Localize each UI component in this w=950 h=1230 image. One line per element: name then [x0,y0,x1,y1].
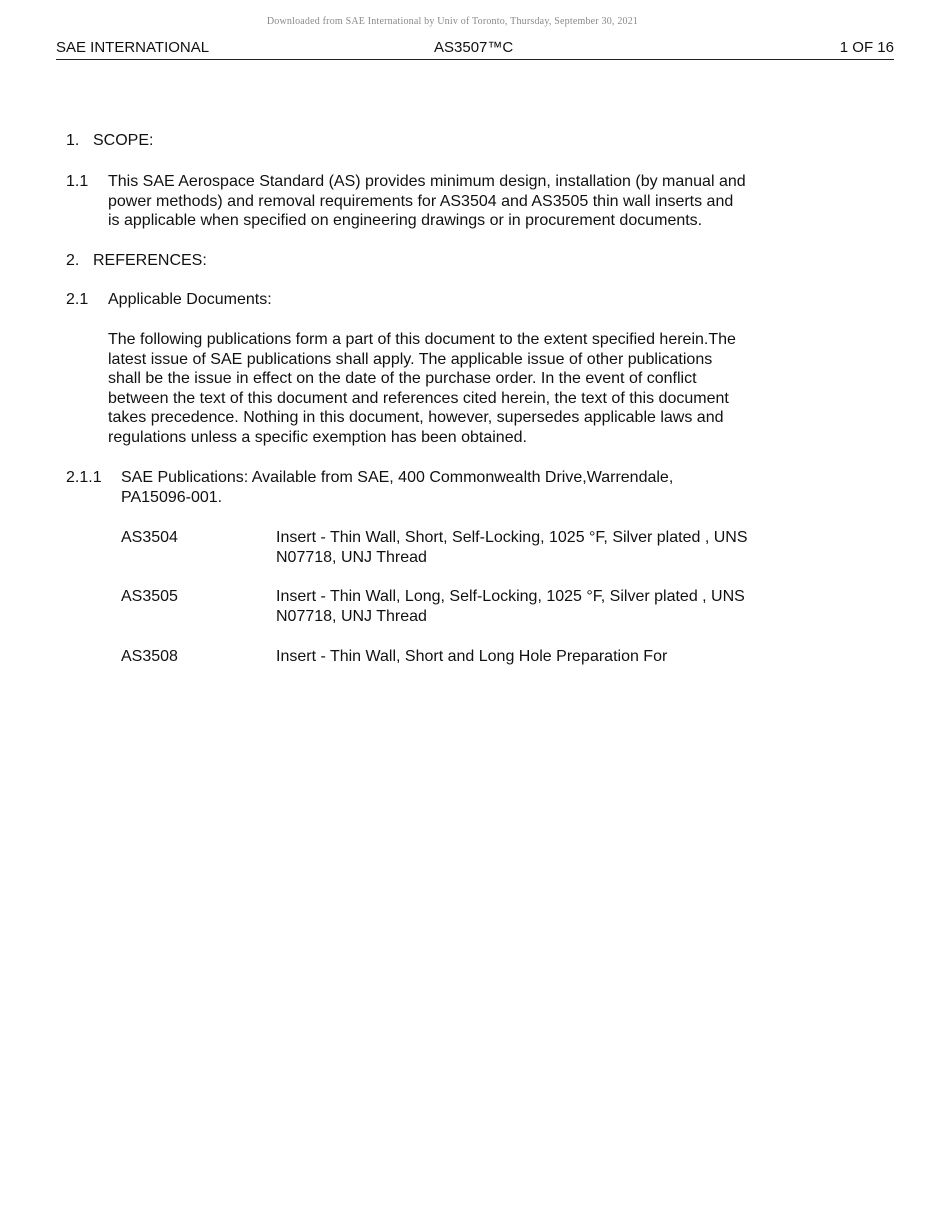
section-title: SCOPE: [93,132,154,149]
header-organization: SAE INTERNATIONAL [56,39,210,56]
download-watermark: Downloaded from SAE International by Univ of Toronto, Thursday, September 30, 2021 [266,16,639,27]
paragraph-line: shall be the issue in effect on the date of the purchase order. In the event of conflict [108,370,697,388]
paragraph-line: SAE Publications: Available from SAE, 400 Commonwealth Drive,Warrendale, [121,469,674,486]
header-page-indicator: 1 OF 16 [839,39,894,56]
paragraph-line: power methods) and removal requirements for AS3504 and AS3505 thin wall inserts and [108,192,734,210]
paragraph-line: latest issue of SAE publications shall apply. The applicable issue of other publications [108,350,713,368]
subsection-title: Applicable Documents: [108,291,272,308]
page-header [56,38,894,60]
header-document-number: AS3507™C [434,39,514,56]
publication-description [276,587,745,626]
publication-description [276,647,667,667]
subsection-number: 1.1 [66,173,89,190]
description-line: Insert - Thin Wall, Short, Self-Locking, 1025 °F, Silver plated , UNS [276,529,748,546]
paragraph-line: takes precedence. Nothing in this document, however, supersedes applicable laws and [108,409,724,427]
publication-code: AS3504 [121,529,178,546]
applicable-documents-paragraph [108,330,736,448]
section-number: 1. [66,132,80,149]
description-line: N07718, UNJ Thread [276,607,427,625]
publication-description [276,528,747,567]
description-line: Insert - Thin Wall, Long, Self-Locking, 1025 °F, Silver plated , UNS [276,588,745,605]
section-number: 2. [66,252,80,269]
description-line: N07718, UNJ Thread [276,548,427,566]
scope-paragraph [108,172,746,231]
subsection-number: 2.1.1 [66,469,102,486]
paragraph-line: PA15096-001. [121,488,223,506]
subsection-number: 2.1 [66,291,89,308]
paragraph-line: This SAE Aerospace Standard (AS) provides minimum design, installation (by manual and [108,173,746,190]
paragraph-line: between the text of this document and references cited herein, the text of this document [108,389,729,407]
sae-publications-paragraph [121,468,673,507]
section-title: REFERENCES: [93,252,207,269]
paragraph-line: The following publications form a part of this document to the extent specified herein.The [108,331,736,348]
description-line: Insert - Thin Wall, Short and Long Hole Preparation For [276,648,668,665]
publication-code: AS3505 [121,588,178,605]
paragraph-line: is applicable when specified on engineering drawings or in procurement documents. [108,212,703,230]
publication-code: AS3508 [121,648,178,665]
paragraph-line: regulations unless a specific exemption has been obtained. [108,428,527,446]
